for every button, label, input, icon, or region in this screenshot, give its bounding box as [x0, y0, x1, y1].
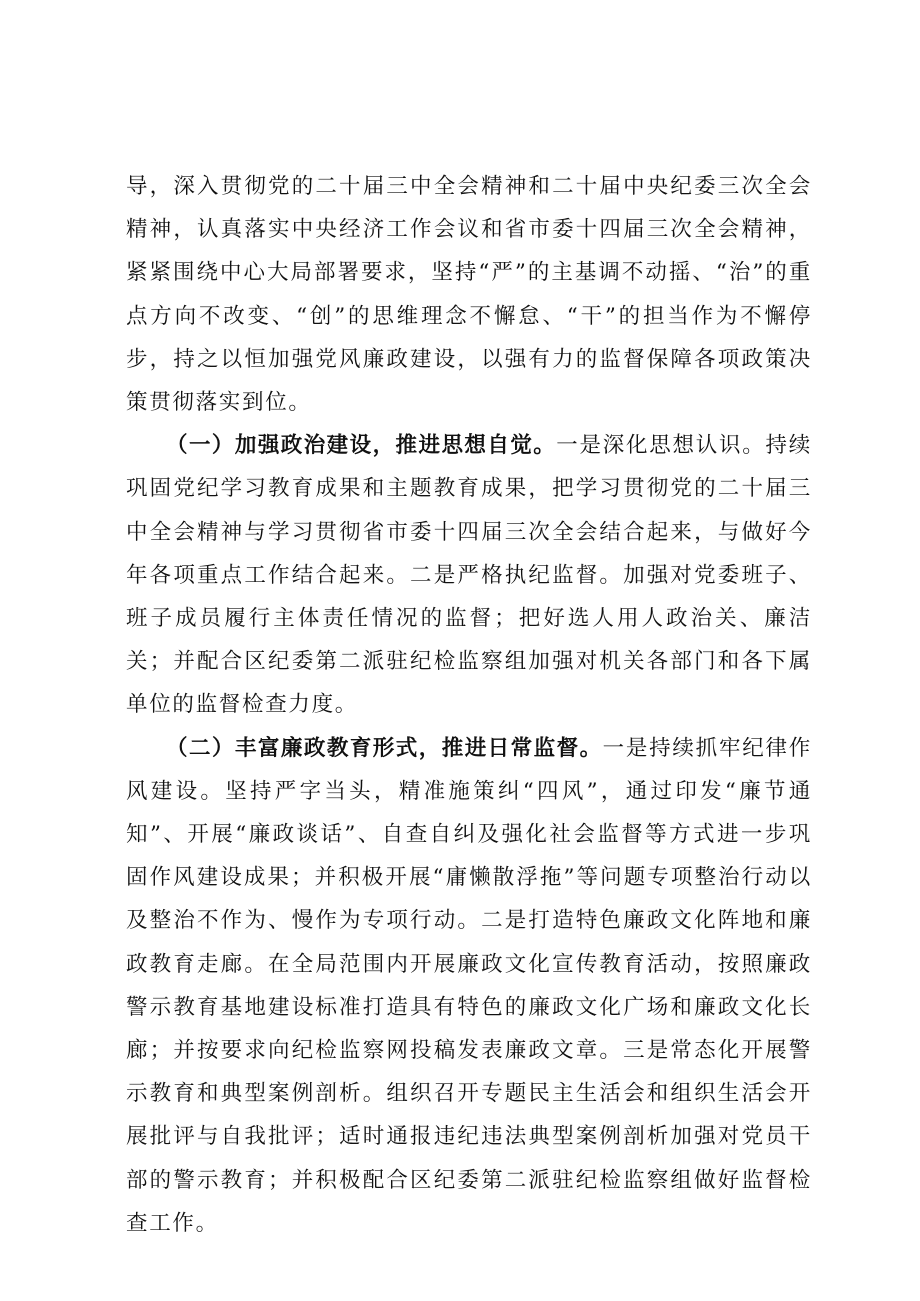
section-2-heading: （二）丰富廉政教育形式，推进日常监督。 [166, 735, 603, 761]
section-2-text: 一是持续抓牢纪律作风建设。坚持严字当头，精准施策纠“四风”，通过印发“廉节通知”、开展“廉政谈话”、自查自纠及强化社会监督等方式进一步巩固作风建设成果；并积极开展“庸懒散浮拖”等问题专项整治行动以及整治不作为、慢作为专项行动。二是打造特色廉政文化阵地和廉政教育走廊。在全局范围内开展廉政文化宣传教育活动，按照廉政警示教育基地建设标准打造具有特色的廉政文化广场和廉政文化长廊；并按要求向纪检监察网投稿发表廉政文章。三是常态化开展警示教育和典型案例剖析。组织召开专题民主生活会和组织生活会开展批评与自我批评；适时通报违纪违法典型案例剖析加强对党员干部的警示教育；并积极配合区纪委第二派驻纪检监察组做好监督检查工作。 [126, 735, 812, 1236]
paragraph-section-1 [126, 424, 812, 726]
section-1-text: 一是深化思想认识。持续巩固党纪学习教育成果和主题教育成果，把学习贯彻党的二十届三中全会精神与学习贯彻省市委十四届三次全会结合起来，与做好今年各项重点工作结合起来。二是严格执纪监督。加强对党委班子、班子成员履行主体责任情况的监督；把好选人用人政治关、廉洁关；并配合区纪委第二派驻纪检监察组加强对机关各部门和各下属单位的监督检查力度。 [126, 433, 813, 718]
paragraph-intro-text: 导，深入贯彻党的二十届三中全会精神和二十届中央纪委三次全会精神，认真落实中央经济工作会议和省市委十四届三次全会精神，紧紧围绕中心大局部署要求，坚持“严”的主基调不动摇、“治”的重点方向不改变、“创”的思维理念不懈怠、“干”的担当作为不懈停步，持之以恒加强党风廉政建设，以强有力的监督保障各项政策决策贯彻落实到位。 [126, 174, 812, 416]
document-body [126, 165, 812, 1245]
paragraph-section-2 [126, 727, 812, 1245]
section-1-heading: （一）加强政治建设，推进思想自觉。 [166, 433, 557, 459]
paragraph-intro [126, 165, 812, 424]
